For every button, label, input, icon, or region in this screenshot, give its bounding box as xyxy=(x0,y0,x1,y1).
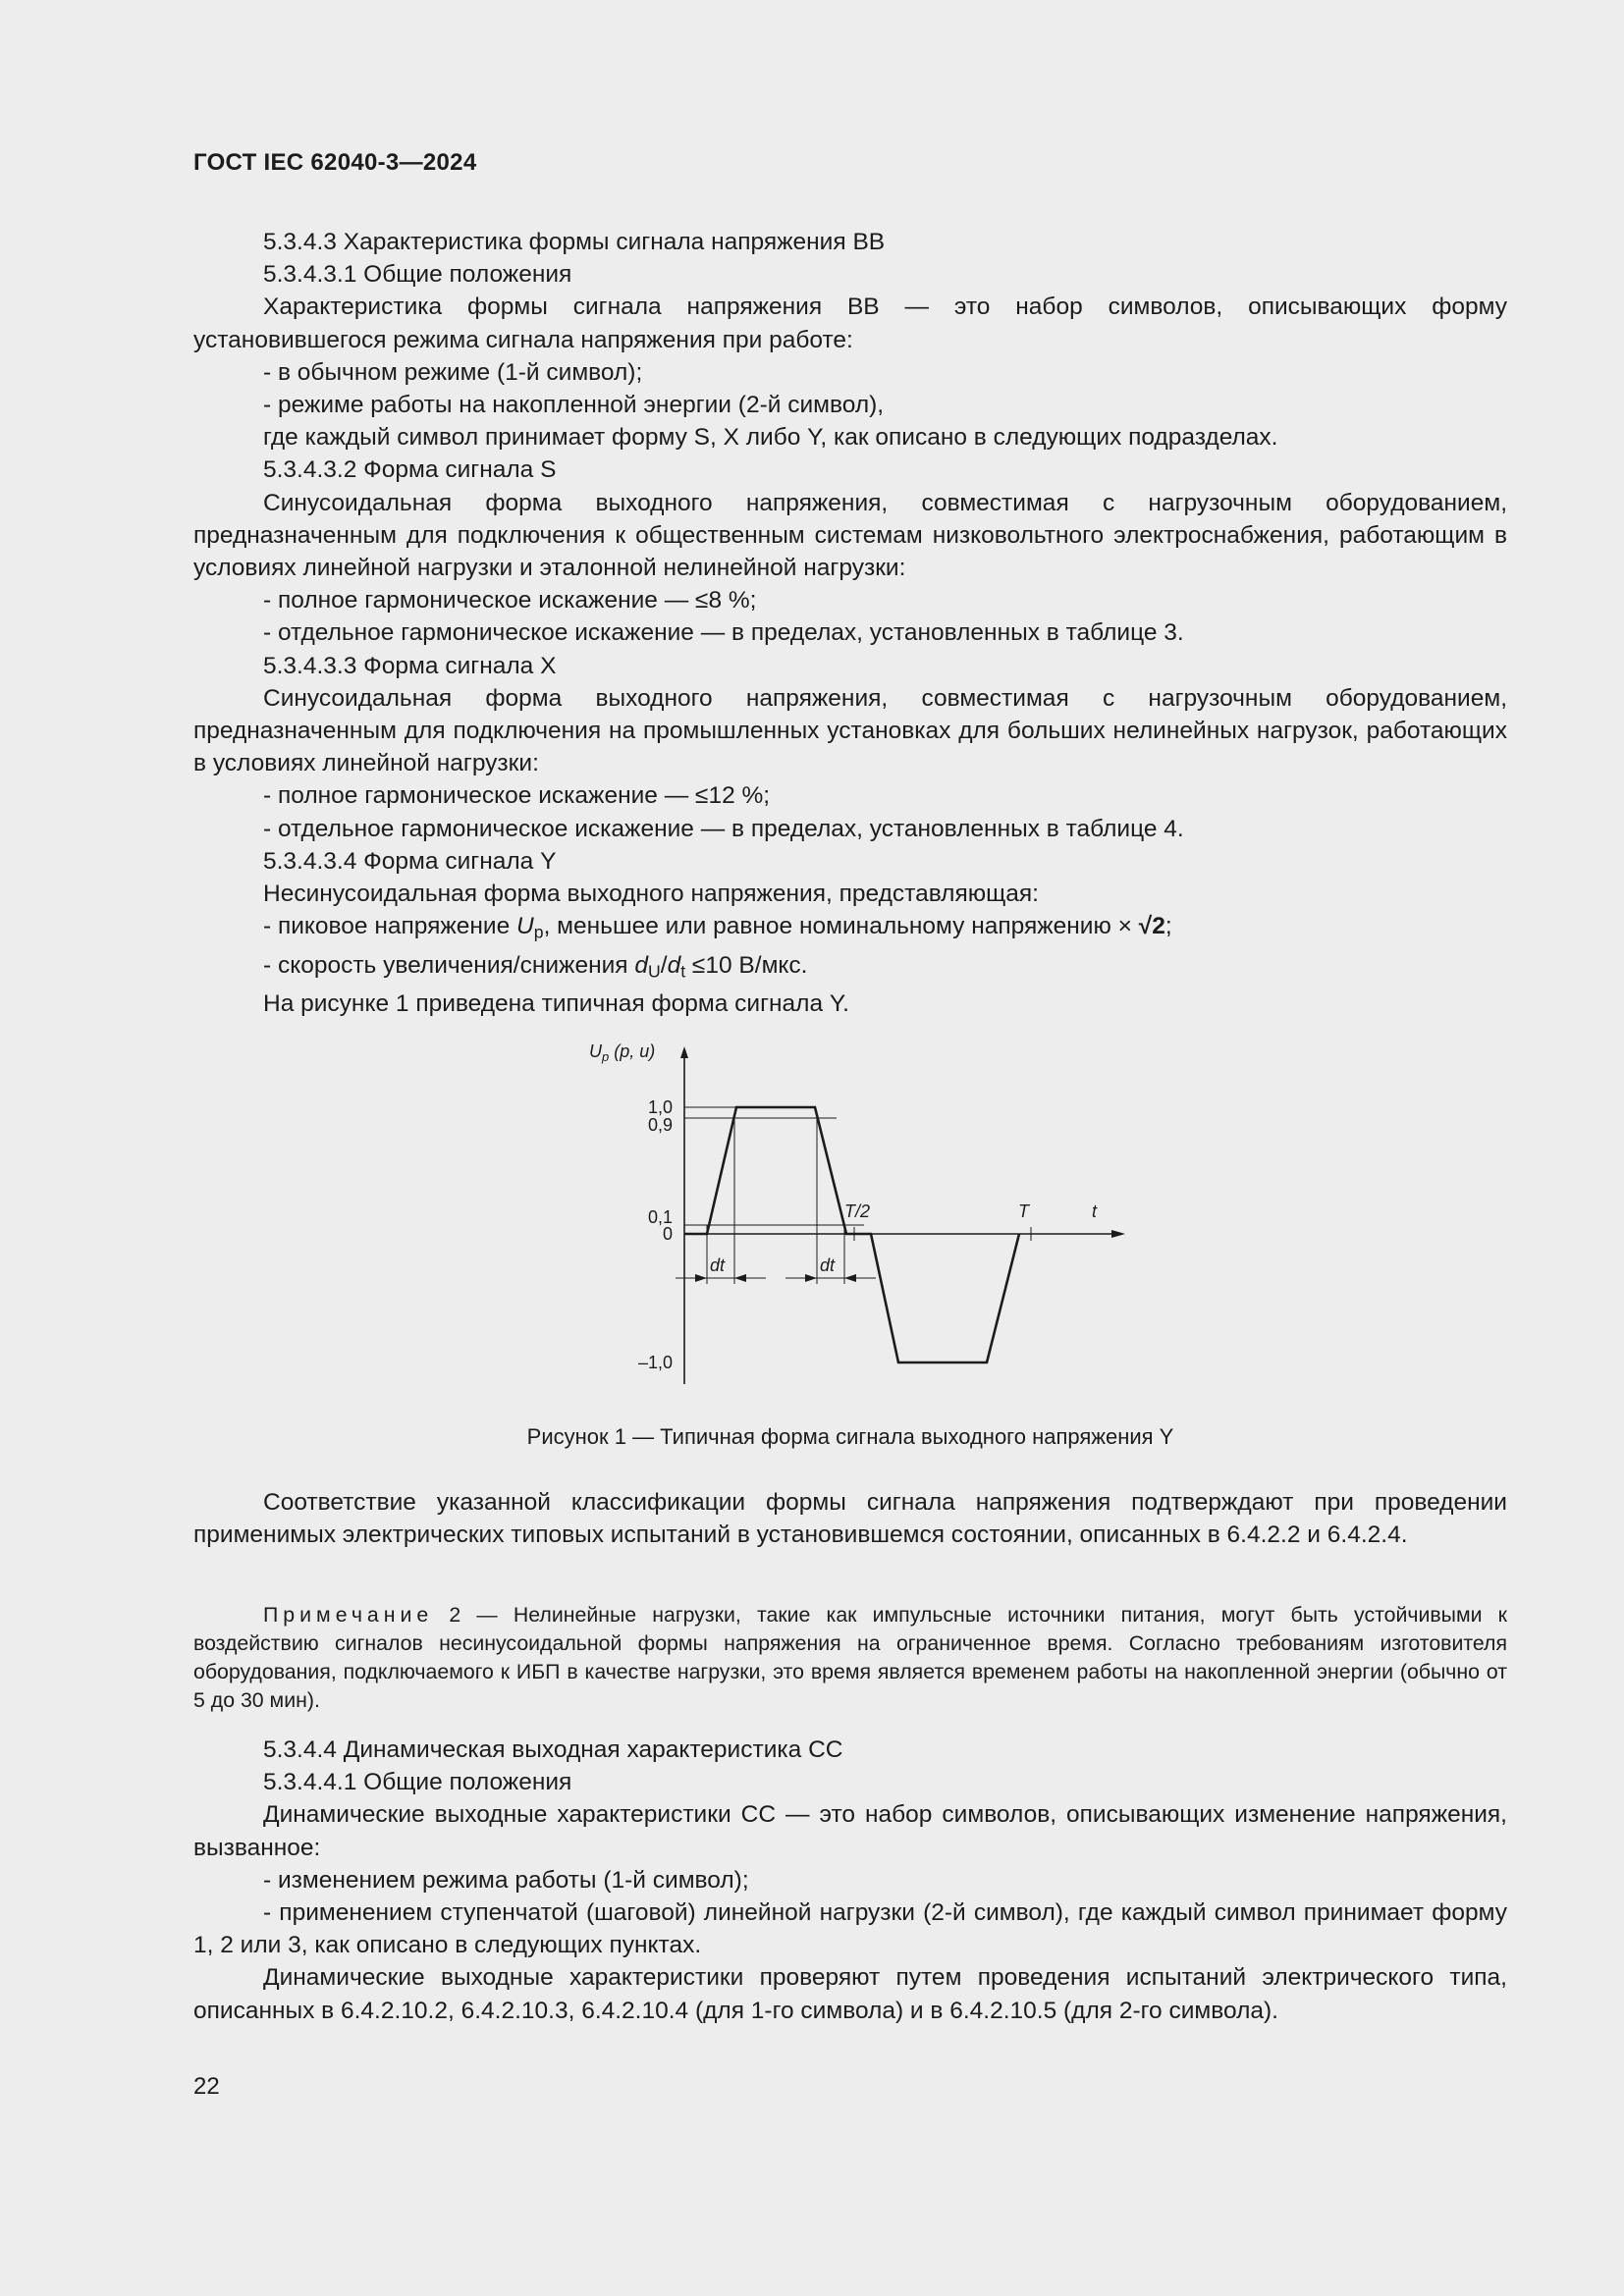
peak-voltage-symbol: U xyxy=(516,913,534,940)
paragraph-form-s: Синусоидальная форма выходного напряжения, совместимая с нагрузочным оборудованием, предназначенным для подключения к общественным системам низковольтного электроснабжения, работающим в условиях линейной нагрузки и эталонной нелинейной нагрузки: xyxy=(193,489,1507,582)
dt1-arrow-left xyxy=(695,1274,707,1282)
slew-rate-limit: ≤10 В/мкс. xyxy=(685,951,808,979)
figure-caption: Рисунок 1 — Типичная форма сигнала выходного напряжения Y xyxy=(526,1424,1174,1449)
clause-heading-5-3-4-3: 5.3.4.3 Характеристика формы сигнала напряжения ВВ xyxy=(263,229,886,255)
clause-heading-5-3-4-4: 5.3.4.4 Динамическая выходная характеристика СС xyxy=(263,1736,843,1763)
note-label: Примечание xyxy=(263,1603,434,1627)
peak-voltage-subscript: p xyxy=(533,922,544,942)
section-conformity xyxy=(193,1486,1507,1551)
clause-heading-5-3-4-3-3: 5.3.4.3.3 Форма сигнала X xyxy=(263,652,557,679)
sqrt-two: √2 xyxy=(1138,913,1165,940)
dt2-arrow-left xyxy=(805,1274,817,1282)
tick-label-0-1: 0,1 xyxy=(647,1207,673,1227)
section-waveform-characteristic xyxy=(193,226,1507,1021)
peak-voltage-end: ; xyxy=(1164,913,1172,940)
note-2 xyxy=(193,1601,1507,1715)
clause-heading-5-3-4-3-1: 5.3.4.3.1 Общие положения xyxy=(263,261,572,289)
y-axis-label-var: U xyxy=(589,1041,602,1061)
paragraph-dynamic-tests: Динамические выходные характеристики проверяют путем проведения испытаний электрического типа, описанных в 6.4.2.10.2, 6.4.2.10.3, 6.4.2.10.4 (для 1-го символа) и в 6.4.2.10.5 (для 2-го символа). xyxy=(193,1964,1507,2024)
paragraph-conformity: Соответствие указанной классификации формы сигнала напряжения подтверждают при проведении применимых электрических типовых испытаний в установившемся состоянии, описанных в 6.4.2.2 и 6.4.2.4. xyxy=(193,1489,1507,1549)
paragraph-definition: Характеристика формы сигнала напряжения ВВ — это набор символов, описывающих форму установившегося режима сигнала напряжения при работе: xyxy=(193,294,1507,353)
slew-rate-slash: / xyxy=(660,951,668,979)
label-time-axis: t xyxy=(1092,1201,1098,1221)
list-item-thd-s: - полное гармоническое искажение — ≤8 %; xyxy=(263,587,757,614)
clause-heading-5-3-4-3-4: 5.3.4.3.4 Форма сигнала Y xyxy=(263,847,557,875)
clause-heading-5-3-4-3-2: 5.3.4.3.2 Форма сигнала S xyxy=(263,456,557,484)
paragraph-form-y: Несинусоидальная форма выходного напряжения, представляющая: xyxy=(263,881,1039,908)
document-header: ГОСТ IEC 62040-3—2024 xyxy=(193,149,477,176)
peak-voltage-condition: , меньшее или равное номинальному напряжению × xyxy=(543,913,1139,940)
paragraph-form-x: Синусоидальная форма выходного напряжения, совместимая с нагрузочным оборудованием, предназначенным для подключения на промышленных установках для больших нелинейных нагрузок, работающих в условиях линейной нагрузки: xyxy=(193,684,1507,777)
y-axis-label-rest: (p, u) xyxy=(609,1041,656,1061)
slew-rate-symbol-d1: d xyxy=(634,951,649,979)
label-dt-fall: dt xyxy=(820,1255,836,1275)
y-axis-arrow xyxy=(680,1046,688,1058)
page-number: 22 xyxy=(193,2073,220,2100)
waveform-diagram xyxy=(569,1031,1139,1394)
label-period: T xyxy=(1018,1201,1029,1221)
list-item-peak-voltage xyxy=(193,910,1507,949)
note-paragraph xyxy=(193,1601,1507,1715)
list-item-individual-x: - отдельное гармоническое искажение — в пределах, установленных в таблице 4. xyxy=(263,815,1184,842)
tick-label-0-9: 0,9 xyxy=(647,1115,673,1135)
label-dt-rise: dt xyxy=(710,1255,726,1275)
paragraph-symbol-forms: где каждый символ принимает форму S, X либо Y, как описано в следующих подразделах. xyxy=(263,424,1278,452)
list-item-individual-s: - отдельное гармоническое искажение — в пределах, установленных в таблице 3. xyxy=(263,619,1184,647)
slew-rate-subscript-t: t xyxy=(680,961,686,982)
list-item-normal-mode: - в обычном режиме (1-й символ); xyxy=(263,358,643,386)
x-axis-arrow xyxy=(1111,1230,1125,1238)
dt2-arrow-right xyxy=(844,1274,856,1282)
dt1-arrow-right xyxy=(734,1274,746,1282)
list-item-stored-energy-mode: - режиме работы на накопленной энергии (2-й символ), xyxy=(263,392,885,419)
figure-1-waveform xyxy=(569,1031,1139,1394)
peak-voltage-text: - пиковое напряжение xyxy=(263,913,517,940)
paragraph-dynamic-definition: Динамические выходные характеристики СС — это набор символов, описывающих изменение напряжения, вызванное: xyxy=(193,1801,1507,1861)
clause-heading-5-3-4-4-1: 5.3.4.4.1 Общие положения xyxy=(263,1769,572,1796)
paragraph-figure-reference: На рисунке 1 приведена типичная форма сигнала Y. xyxy=(263,990,849,1018)
note-text: 2 — Нелинейные нагрузки, такие как импульсные источники питания, могут быть устойчивыми к воздействию сигналов несинусоидальной формы напряжения на ограниченное время. Согласно требованиям изготовителя оборудования, подключаемого к ИБП в качестве нагрузки, это время является временем работы на накопленной энергии (обычно от 5 до 30 мин). xyxy=(193,1603,1507,1712)
tick-label-0: 0 xyxy=(662,1224,673,1244)
slew-rate-symbol-d2: d xyxy=(667,951,681,979)
list-item-mode-change: - изменением режима работы (1-й символ); xyxy=(263,1866,749,1894)
list-item-step-load: - применением ступенчатой (шаговой) линейной нагрузки (2-й символ), где каждый символ принимает форму 1, 2 или 3, как описано в следующих пунктах. xyxy=(193,1899,1507,1959)
section-dynamic-output xyxy=(193,1734,1507,2027)
list-item-slew-rate xyxy=(193,949,1507,988)
tick-label-1-0: 1,0 xyxy=(647,1097,673,1117)
tick-label-minus-1-0: –1,0 xyxy=(637,1353,673,1372)
y-axis-label-sub: p xyxy=(602,1049,610,1064)
slew-rate-text: - скорость увеличения/снижения xyxy=(263,951,635,979)
list-item-thd-x: - полное гармоническое искажение — ≤12 %; xyxy=(263,782,771,810)
label-half-period: T/2 xyxy=(844,1201,871,1221)
slew-rate-subscript-u: U xyxy=(648,961,661,982)
y-axis-label xyxy=(589,1041,655,1064)
